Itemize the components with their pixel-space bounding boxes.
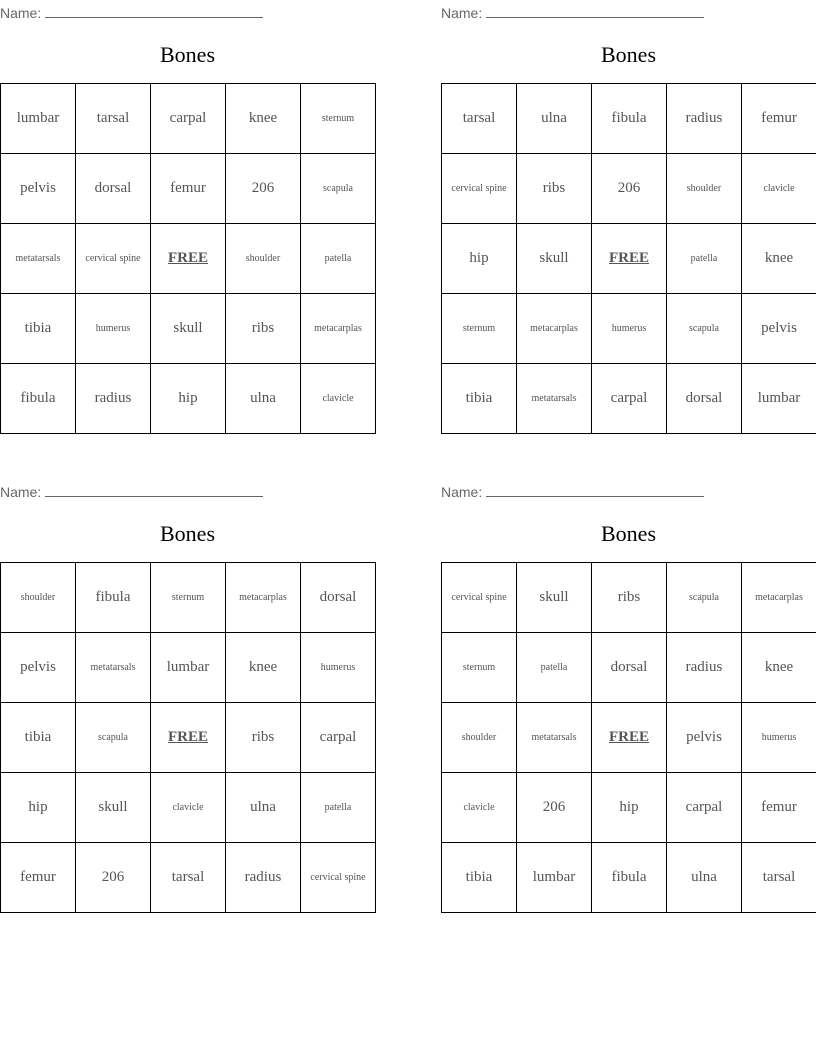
grid-cell: cervical spine bbox=[442, 563, 517, 633]
grid-cell: skull bbox=[517, 563, 592, 633]
name-label: Name: bbox=[0, 5, 42, 21]
name-blank-line[interactable] bbox=[45, 3, 263, 18]
grid-cell: tibia bbox=[1, 703, 76, 773]
grid-cell: knee bbox=[742, 633, 816, 703]
grid-cell: carpal bbox=[151, 84, 226, 154]
grid-cell: humerus bbox=[76, 294, 151, 364]
grid-cell: knee bbox=[742, 224, 816, 294]
grid-cell: patella bbox=[301, 773, 376, 843]
grid-cell: hip bbox=[151, 364, 226, 434]
grid-cell: clavicle bbox=[742, 154, 816, 224]
grid-cell: clavicle bbox=[151, 773, 226, 843]
grid-cell: hip bbox=[1, 773, 76, 843]
card-title: Bones bbox=[160, 42, 215, 67]
bingo-grid bbox=[441, 562, 816, 913]
grid-cell: patella bbox=[517, 633, 592, 703]
grid-row bbox=[1, 294, 376, 364]
grid-cell: sternum bbox=[442, 294, 517, 364]
grid-cell: radius bbox=[667, 84, 742, 154]
grid-row bbox=[1, 773, 376, 843]
grid-cell: fibula bbox=[76, 563, 151, 633]
grid-cell: tarsal bbox=[151, 843, 226, 913]
grid-cell: hip bbox=[592, 773, 667, 843]
grid-cell: pelvis bbox=[1, 633, 76, 703]
name-field[interactable] bbox=[0, 482, 263, 498]
grid-cell: carpal bbox=[592, 364, 667, 434]
grid-cell: dorsal bbox=[301, 563, 376, 633]
grid-cell: clavicle bbox=[442, 773, 517, 843]
grid-cell: metacarplas bbox=[517, 294, 592, 364]
grid-cell: radius bbox=[667, 633, 742, 703]
bingo-grid bbox=[441, 83, 816, 434]
grid-cell: cervical spine bbox=[76, 224, 151, 294]
name-label: Name: bbox=[441, 484, 483, 500]
grid-cell: radius bbox=[76, 364, 151, 434]
grid-cell: scapula bbox=[301, 154, 376, 224]
grid-row bbox=[442, 843, 816, 913]
grid-cell: dorsal bbox=[667, 364, 742, 434]
name-blank-line[interactable] bbox=[45, 482, 263, 497]
grid-row bbox=[442, 563, 816, 633]
grid-cell: cervical spine bbox=[301, 843, 376, 913]
grid-cell: carpal bbox=[301, 703, 376, 773]
grid-cell: carpal bbox=[667, 773, 742, 843]
grid-cell: patella bbox=[301, 224, 376, 294]
bingo-grid bbox=[0, 562, 376, 913]
grid-cell: ribs bbox=[226, 294, 301, 364]
grid-cell: knee bbox=[226, 84, 301, 154]
grid-row bbox=[442, 224, 816, 294]
card-title: Bones bbox=[160, 521, 215, 546]
grid-cell: fibula bbox=[592, 84, 667, 154]
grid-row bbox=[442, 773, 816, 843]
grid-cell: pelvis bbox=[667, 703, 742, 773]
grid-cell: shoulder bbox=[442, 703, 517, 773]
grid-cell: shoulder bbox=[1, 563, 76, 633]
grid-cell: tibia bbox=[442, 843, 517, 913]
grid-cell: humerus bbox=[301, 633, 376, 703]
name-field[interactable] bbox=[0, 3, 263, 19]
grid-cell: dorsal bbox=[76, 154, 151, 224]
grid-cell: skull bbox=[151, 294, 226, 364]
grid-cell: cervical spine bbox=[442, 154, 517, 224]
grid-cell: femur bbox=[151, 154, 226, 224]
name-label: Name: bbox=[0, 484, 42, 500]
grid-cell: humerus bbox=[592, 294, 667, 364]
grid-cell: tibia bbox=[1, 294, 76, 364]
grid-cell: 206 bbox=[592, 154, 667, 224]
grid-cell: fibula bbox=[592, 843, 667, 913]
grid-cell: tarsal bbox=[742, 843, 816, 913]
grid-cell: metacarplas bbox=[742, 563, 816, 633]
grid-cell: femur bbox=[742, 773, 816, 843]
grid-cell: metatarsals bbox=[76, 633, 151, 703]
grid-row bbox=[1, 224, 376, 294]
grid-row bbox=[1, 843, 376, 913]
grid-cell: ulna bbox=[226, 773, 301, 843]
grid-cell: humerus bbox=[742, 703, 816, 773]
grid-row bbox=[442, 294, 816, 364]
name-blank-line[interactable] bbox=[486, 3, 704, 18]
grid-cell: femur bbox=[1, 843, 76, 913]
grid-cell: radius bbox=[226, 843, 301, 913]
grid-cell: metacarplas bbox=[301, 294, 376, 364]
grid-cell: lumbar bbox=[1, 84, 76, 154]
grid-cell: 206 bbox=[76, 843, 151, 913]
grid-cell: scapula bbox=[76, 703, 151, 773]
grid-row bbox=[1, 84, 376, 154]
card-title: Bones bbox=[601, 521, 656, 546]
grid-cell: ribs bbox=[226, 703, 301, 773]
grid-row bbox=[442, 633, 816, 703]
grid-cell: FREE bbox=[592, 224, 667, 294]
grid-cell: tarsal bbox=[442, 84, 517, 154]
grid-row bbox=[1, 364, 376, 434]
grid-row bbox=[442, 703, 816, 773]
grid-cell: patella bbox=[667, 224, 742, 294]
grid-cell: metatarsals bbox=[1, 224, 76, 294]
grid-cell: shoulder bbox=[226, 224, 301, 294]
grid-cell: knee bbox=[226, 633, 301, 703]
grid-cell: tibia bbox=[442, 364, 517, 434]
grid-cell: tarsal bbox=[76, 84, 151, 154]
grid-cell: lumbar bbox=[742, 364, 816, 434]
grid-cell: fibula bbox=[1, 364, 76, 434]
grid-cell: skull bbox=[517, 224, 592, 294]
grid-cell: scapula bbox=[667, 294, 742, 364]
grid-row bbox=[442, 364, 816, 434]
grid-cell: pelvis bbox=[742, 294, 816, 364]
name-field[interactable] bbox=[441, 3, 704, 19]
name-label: Name: bbox=[441, 5, 483, 21]
grid-cell: ulna bbox=[667, 843, 742, 913]
grid-row bbox=[1, 703, 376, 773]
grid-cell: FREE bbox=[151, 224, 226, 294]
grid-cell: metatarsals bbox=[517, 364, 592, 434]
grid-cell: sternum bbox=[151, 563, 226, 633]
grid-cell: FREE bbox=[151, 703, 226, 773]
grid-cell: clavicle bbox=[301, 364, 376, 434]
grid-row bbox=[1, 633, 376, 703]
name-field[interactable] bbox=[441, 482, 704, 498]
grid-cell: metatarsals bbox=[517, 703, 592, 773]
grid-cell: sternum bbox=[301, 84, 376, 154]
grid-cell: scapula bbox=[667, 563, 742, 633]
grid-cell: ribs bbox=[517, 154, 592, 224]
grid-cell: FREE bbox=[592, 703, 667, 773]
name-blank-line[interactable] bbox=[486, 482, 704, 497]
grid-cell: hip bbox=[442, 224, 517, 294]
grid-cell: skull bbox=[76, 773, 151, 843]
grid-cell: 206 bbox=[226, 154, 301, 224]
grid-cell: pelvis bbox=[1, 154, 76, 224]
grid-cell: ulna bbox=[226, 364, 301, 434]
grid-row bbox=[1, 154, 376, 224]
grid-cell: sternum bbox=[442, 633, 517, 703]
grid-cell: metacarplas bbox=[226, 563, 301, 633]
grid-cell: ulna bbox=[517, 84, 592, 154]
grid-cell: femur bbox=[742, 84, 816, 154]
card-title: Bones bbox=[601, 42, 656, 67]
bingo-grid bbox=[0, 83, 376, 434]
grid-cell: lumbar bbox=[151, 633, 226, 703]
grid-cell: 206 bbox=[517, 773, 592, 843]
grid-cell: lumbar bbox=[517, 843, 592, 913]
grid-row bbox=[1, 563, 376, 633]
grid-cell: ribs bbox=[592, 563, 667, 633]
grid-cell: dorsal bbox=[592, 633, 667, 703]
grid-row bbox=[442, 84, 816, 154]
grid-row bbox=[442, 154, 816, 224]
grid-cell: shoulder bbox=[667, 154, 742, 224]
